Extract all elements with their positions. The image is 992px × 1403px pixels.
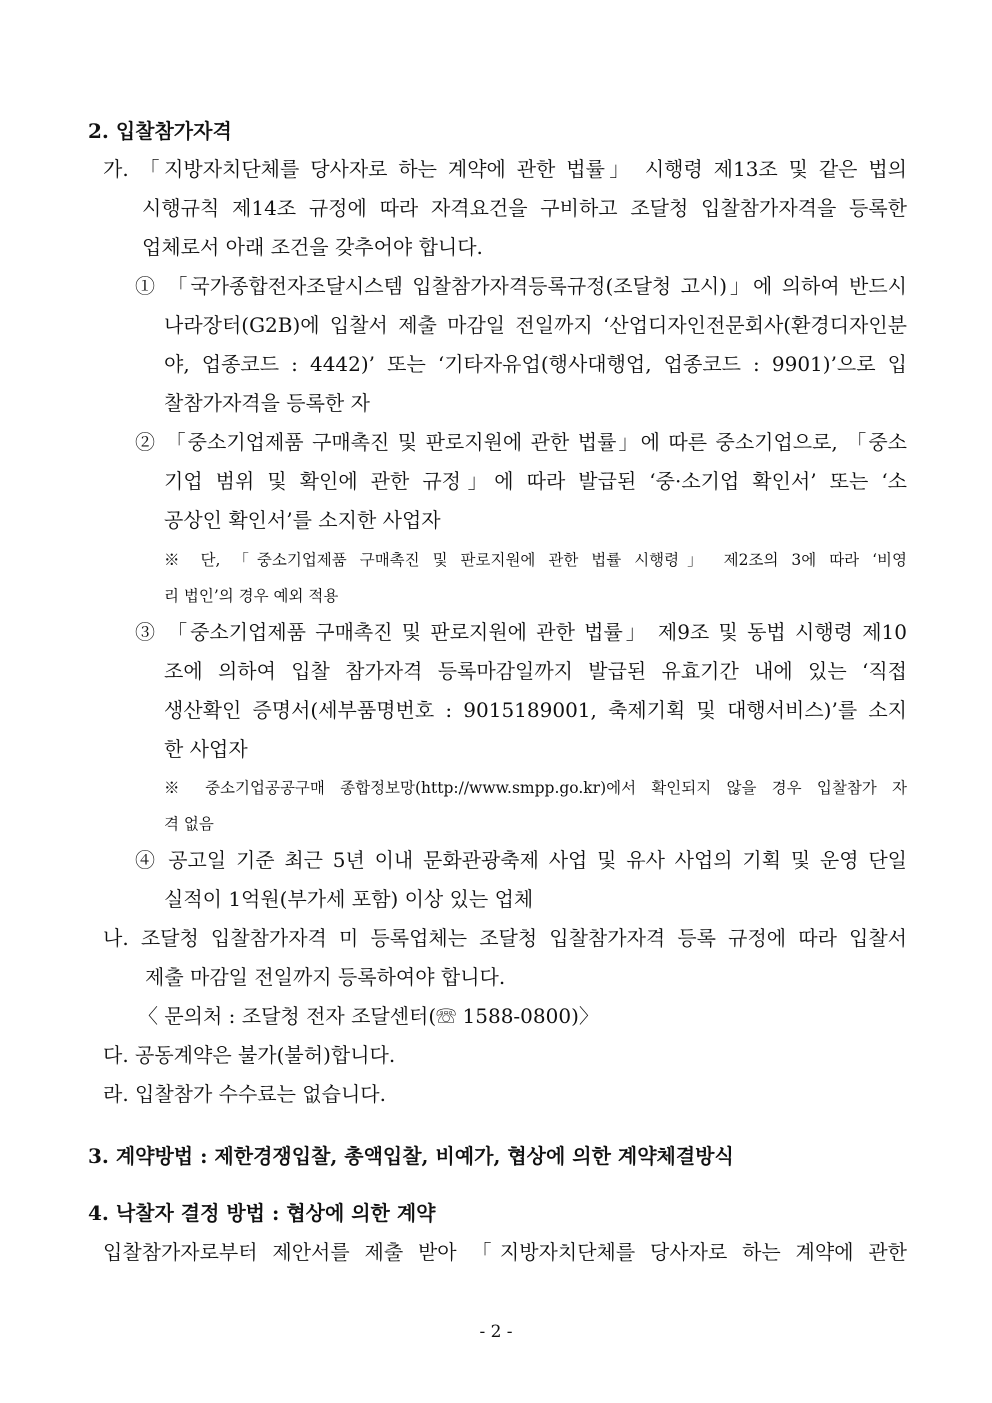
section-4-body: 입찰참가자로부터 제안서를 제출 받아 「지방자치단체를 당사자로 하는 계약에 관한 [103,1240,907,1264]
clause-ga-line-1: 가. 「지방자치단체를 당사자로 하는 계약에 관한 법률」 시행령 제13조 및 같은 법의 [103,157,907,181]
contact-info: 〈 문의처 : 조달청 전자 조달센터(☏ 1588-0800)〉 [138,1004,599,1028]
clause-ga-line-2: 시행규칙 제14조 규정에 따라 자격요건을 구비하고 조달청 입찰참가자격을 등록한 [142,196,907,220]
item-4-line-1: ④ 공고일 기준 최근 5년 이내 문화관광축제 사업 및 유사 사업의 기획 및 운영 단일 [135,848,907,872]
item-2-line-1: ② 「중소기업제품 구매촉진 및 판로지원에 관한 법률」에 따른 중소기업으로, 「중소 [135,430,907,454]
page-number: - 2 - [479,1322,513,1342]
item-3-line-1: ③ 「중소기업제품 구매촉진 및 판로지원에 관한 법률」 제9조 및 동법 시행령 제10 [135,620,907,644]
item-3-note-line-1: ※ 중소기업공공구매 종합정보망(http://www.smpp.go.kr)에서 확인되지 않을 경우 입찰참가 자 [164,779,907,797]
item-1-line-2: 나라장터(G2B)에 입찰서 제출 마감일 전일까지 ‘산업디자인전문회사(환경디자인분 [164,313,907,337]
clause-na-line-1: 나. 조달청 입찰참가자격 미 등록업체는 조달청 입찰참가자격 등록 규정에 따라 입찰서 [103,926,907,950]
item-4-line-2: 실적이 1억원(부가세 포함) 이상 있는 업체 [164,887,534,911]
section-4-heading: 4. 낙찰자 결정 방법 : 협상에 의한 계약 [88,1201,436,1225]
item-1-line-1: ① 「국가종합전자조달시스템 입찰참가자격등록규정(조달청 고시)」에 의하여 반드시 [135,274,907,298]
item-3-line-2: 조에 의하여 입찰 참가자격 등록마감일까지 발급된 유효기간 내에 있는 ‘직접 [164,659,907,683]
item-2-line-3: 공상인 확인서’를 소지한 사업자 [164,508,441,532]
item-2-line-2: 기업 범위 및 확인에 관한 규정」에 따라 발급된 ‘중·소기업 확인서’ 또는 ‘소 [164,469,907,493]
item-3-line-3: 생산확인 증명서(세부품명번호 : 9015189001, 축제기획 및 대행서비스)’를 소지 [164,698,907,722]
item-1-line-4: 찰참가자격을 등록한 자 [164,391,370,415]
section-2-heading: 2. 입찰참가자격 [88,119,232,143]
clause-na-line-2: 제출 마감일 전일까지 등록하여야 합니다. [145,965,506,989]
item-2-note-line-1: ※ 단, 「중소기업제품 구매촉진 및 판로지원에 관한 법률 시행령」 제2조의 3에 따라 ‘비영 [164,551,907,569]
item-3-line-4: 한 사업자 [164,737,248,761]
item-1-line-3: 야, 업종코드 : 4442)’ 또는 ‘기타자유업(행사대행업, 업종코드 : 9901)’으로 입 [164,352,907,376]
item-2-note-line-2: 리 법인’의 경우 예외 적용 [164,587,339,605]
clause-ra: 라. 입찰참가 수수료는 없습니다. [103,1082,386,1106]
clause-ga-line-3: 업체로서 아래 조건을 갖추어야 합니다. [142,235,483,259]
clause-da: 다. 공동계약은 불가(불허)합니다. [103,1043,396,1067]
section-3-heading: 3. 계약방법 : 제한경쟁입찰, 총액입찰, 비예가, 협상에 의한 계약체결방식 [88,1144,734,1168]
item-3-note-line-2: 격 없음 [164,815,214,833]
